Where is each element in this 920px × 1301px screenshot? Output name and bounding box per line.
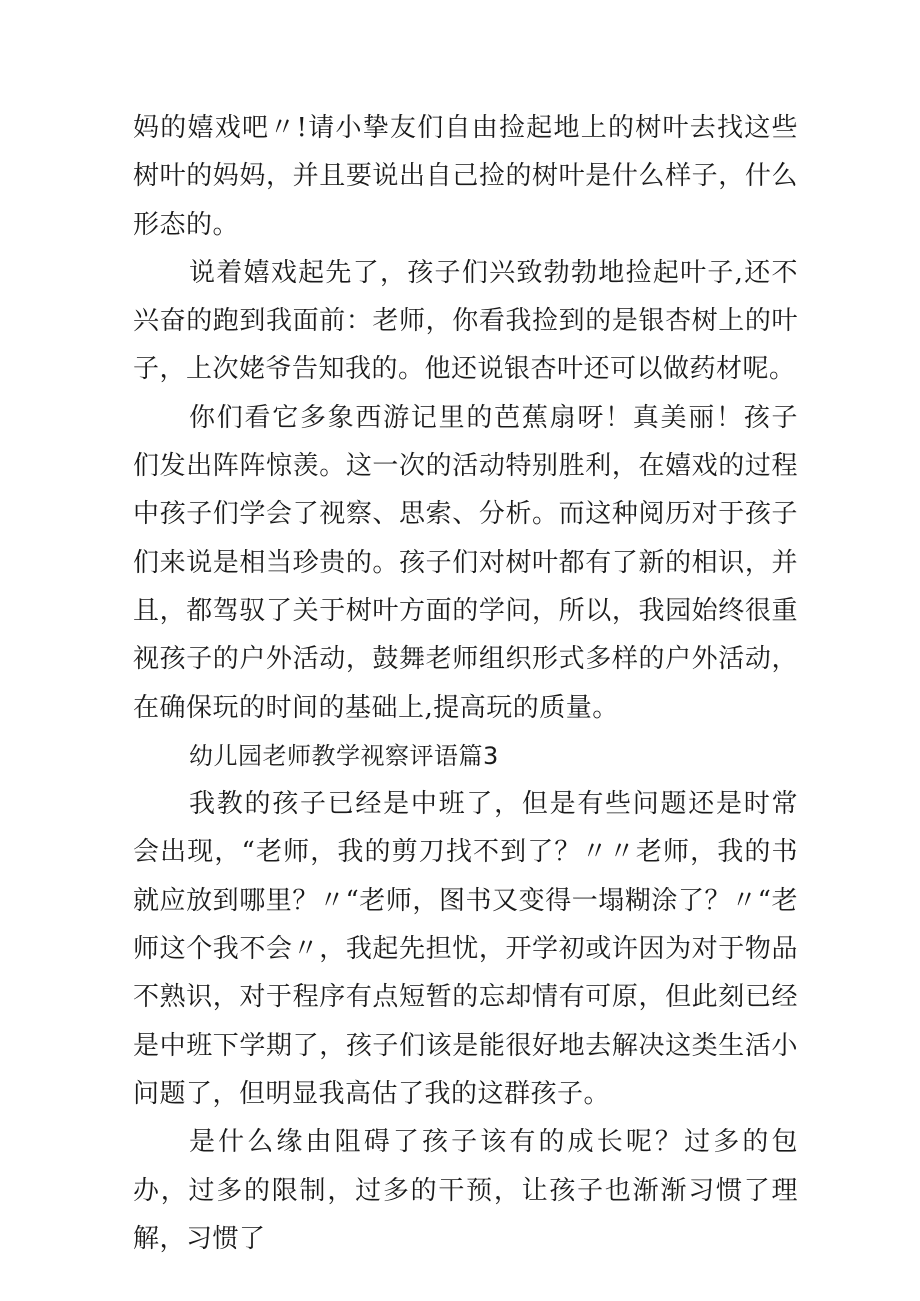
paragraph-2: 说着嬉戏起先了，孩子们兴致勃勃地捡起叶子,还不兴奋的跑到我面前：老师，你看我捡到的是银杏树上的叶子，上次姥爷告知我的。他还说银杏叶还可以做药材呢。	[133, 257, 798, 385]
paragraph-4: 我教的孩子已经是中班了，但是有些问题还是时常会出现，“老师，我的剪刀找不到了？〃〃老师，我的书就应放到哪里？〃“老师，图书又变得一塌糊涂了？〃“老师这个我不会〃，我起先担忧，开学初或许因为对于物品不熟识，对于程序有点短暂的忘却情有可原，但此刻已经是中班下学期了，孩子们该是能很好地去解决这类生活小问题了，但明显我高估了我的这群孩子。	[133, 789, 798, 1109]
paragraph-5: 是什么缘由阻碍了孩子该有的成长呢？过多的包办，过多的限制，过多的干预，让孩子也渐渐习惯了理解，习惯了	[133, 1127, 798, 1254]
paragraph-3: 你们看它多象西游记里的芭蕉扇呀！真美丽！孩子们发出阵阵惊羡。这一次的活动特别胜利，在嬉戏的过程中孩子们学会了视察、思索、分析。而这种阅历对于孩子们来说是相当珍贵的。孩子们对树叶都有了新的相识，并且，都驾驭了关于树叶方面的学问，所以，我园始终很重视孩子的户外活动，鼓舞老师组织形式多样的户外活动，在确保玩的时间的基础上,提高玩的质量。	[133, 402, 798, 723]
document-body	[133, 104, 798, 1263]
paragraph-1: 妈的嬉戏吧〃!请小挚友们自由捡起地上的树叶去找这些树叶的妈妈，并且要说出自己捡的树叶是什么样子，什么形态的。	[133, 113, 798, 240]
section-heading: 幼儿园老师教学视察评语篇3	[189, 741, 499, 770]
